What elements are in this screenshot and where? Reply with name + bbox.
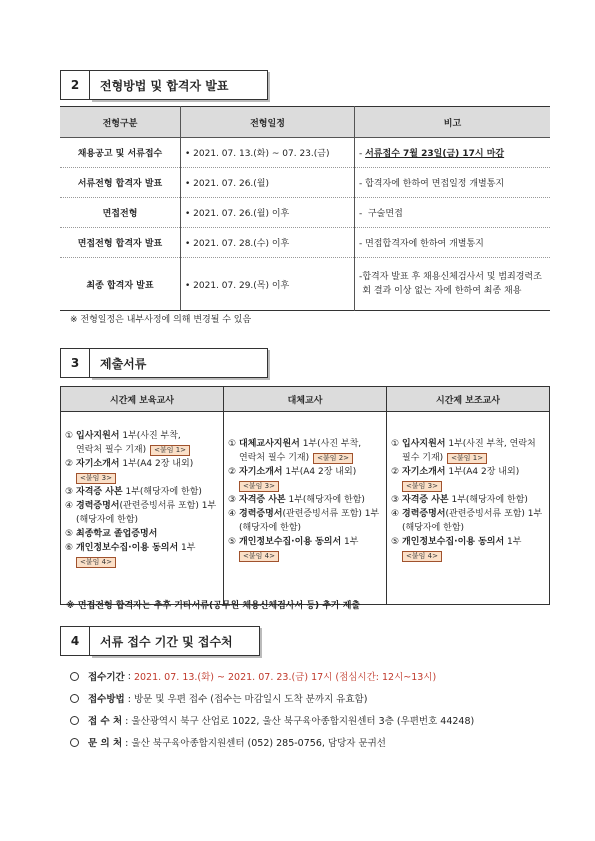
doc-item: ③ 자격증 사본 1부(해당자에 한함): [391, 495, 528, 505]
date-cell: • 2021. 07. 26.(월): [181, 168, 355, 198]
doc-item-cont: 필수 기재) <붙임 1>: [391, 452, 545, 465]
attachment-badge: <붙임 4>: [239, 551, 279, 562]
date-cell: • 2021. 07. 29.(목) 이후: [181, 258, 355, 311]
col-header: 대체교사: [224, 387, 387, 412]
circle-bullet-icon: [70, 694, 79, 703]
attachment-badge: <붙임 3>: [239, 481, 279, 492]
item-text: : 울산 북구육아종합지원센터 (052) 285-0756, 담당자 문귀선: [122, 738, 386, 749]
section-title: 서류 접수 기간 및 접수처: [90, 626, 260, 656]
section-4-header: [60, 626, 260, 656]
doc-item: ⑤ 최종학교 졸업증명서: [65, 529, 158, 539]
table-row: [61, 412, 550, 605]
doc-item: ⑥ 개인정보수집·이용 동의서 1부: [65, 543, 196, 553]
item-label: 접수방법: [88, 694, 125, 705]
section-number: 2: [60, 70, 90, 100]
doc-item: ② 자기소개서 1부(A4 2장 내외): [65, 459, 194, 469]
stage-cell: 면접전형 합격자 발표: [60, 228, 181, 258]
attachment-badge: <붙임 4>: [402, 551, 442, 562]
item-text: :: [124, 670, 134, 682]
date-cell: • 2021. 07. 13.(화) ~ 07. 23.(금): [181, 138, 355, 168]
doc-list-substitute-teacher: [224, 412, 387, 605]
attachment-badge: <붙임 2>: [313, 453, 353, 464]
documents-table: [60, 386, 550, 605]
section-number: 4: [60, 626, 90, 656]
doc-item-cont: [228, 550, 382, 563]
doc-item: ⑤ 개인정보수집·이용 동의서 1부: [228, 537, 359, 547]
schedule-footnote: ※ 전형일정은 내부사정에 의해 변경될 수 있음: [70, 315, 252, 325]
doc-item: ① 대체교사지원서 1부(사진 부착,: [228, 439, 362, 449]
date-cell: • 2021. 07. 26.(월) 이후: [181, 198, 355, 228]
note-text: 합격자에 한하여 면접일정 개별통지: [365, 179, 505, 189]
section-title: 제출서류: [90, 348, 268, 378]
attachment-badge: <붙임 3>: [76, 473, 116, 484]
col-header: 시간제 보육교사: [61, 387, 224, 412]
note-text: 구술면접: [367, 209, 403, 219]
col-header: 전형일정: [181, 107, 355, 138]
doc-item: ② 자기소개서 1부(A4 2장 내외): [228, 467, 357, 477]
doc-item: ① 입사지원서 1부(사진 부착, 연락처: [391, 439, 536, 449]
stage-cell: 면접전형: [60, 198, 181, 228]
doc-item-cont: (해당자에 한함): [76, 515, 139, 525]
circle-bullet-icon: [70, 738, 79, 747]
table-row: [60, 168, 550, 198]
doc-item: ⑤ 개인정보수집·이용 동의서 1부: [391, 537, 522, 547]
deadline-note: 서류접수 7월 23일(금) 17시 마감: [365, 149, 505, 159]
item-label: 접 수 처: [88, 716, 123, 727]
doc-item: ④ 경력증명서(관련증빙서류 포함) 1부: [391, 509, 543, 519]
documents-footnote: ※ 면접전형 합격자는 추후 기타서류(공무원 채용신체검사서 등) 추가 제출: [66, 601, 361, 611]
period-value: 2021. 07. 13.(화) ~ 2021. 07. 23.(금) 17시 (점심시간: 12시~13시): [133, 672, 437, 683]
note-cell: - 서류접수 7월 23일(금) 17시 마감: [355, 138, 551, 168]
date-cell: • 2021. 07. 28.(수) 이후: [181, 228, 355, 258]
section-2-header: [60, 70, 268, 100]
doc-item-cont: 연락처 필수 기재) <붙임 1>: [65, 444, 219, 457]
doc-item-cont: 연락처 필수 기재) <붙임 2>: [228, 452, 382, 465]
doc-item-cont: [391, 480, 545, 493]
note-cell: - 합격자 발표 후 채용신체검사서 및 범죄경력조회 결과 이상 없는 자에 한하여 최종 채용: [355, 258, 551, 311]
circle-bullet-icon: [70, 672, 79, 681]
section-number: 3: [60, 348, 90, 378]
list-item: [70, 687, 474, 709]
note-cell: - 면접합격자에 한하여 개별통지: [355, 228, 551, 258]
table-row: [60, 138, 550, 168]
stage-cell: 서류전형 합격자 발표: [60, 168, 181, 198]
col-header: 시간제 보조교사: [387, 387, 550, 412]
attachment-badge: <붙임 4>: [76, 557, 116, 568]
note-cell: - 합격자에 한하여 면접일정 개별통지: [355, 168, 551, 198]
table-header-row: [60, 107, 550, 138]
item-label: 문 의 처: [88, 738, 123, 749]
doc-item: ② 자기소개서 1부(A4 2장 내외): [391, 467, 520, 477]
doc-item-cont: [65, 556, 219, 569]
doc-list-part-time-assistant: [387, 412, 550, 605]
item-label: 접수기간: [88, 672, 125, 683]
doc-list-part-time-teacher: [61, 412, 224, 605]
table-header-row: [61, 387, 550, 412]
circle-bullet-icon: [70, 716, 79, 725]
doc-item: ① 입사지원서 1부(사진 부착,: [65, 431, 181, 441]
stage-cell: 최종 합격자 발표: [60, 258, 181, 311]
item-text: : 울산광역시 북구 산업로 1022, 울산 북구육아종합지원센터 3층 (우편번호 44248): [122, 716, 475, 727]
stage-cell: 채용공고 및 서류접수: [60, 138, 181, 168]
col-header: 전형구분: [60, 107, 181, 138]
col-header: 비고: [355, 107, 551, 138]
application-info-list: [70, 665, 474, 753]
attachment-badge: <붙임 1>: [447, 453, 487, 464]
list-item: [70, 665, 474, 687]
section-3-header: [60, 348, 268, 378]
note-cell: - 구술면접: [355, 198, 551, 228]
doc-item-cont: (해당자에 한함): [239, 523, 302, 533]
table-row: [60, 228, 550, 258]
note-text: 면접합격자에 한하여 개별통지: [365, 239, 484, 249]
doc-item: ④ 경력증명서(관련증빙서류 포함) 1부: [228, 509, 380, 519]
section-title: 전형방법 및 합격자 발표: [90, 70, 268, 100]
list-item: [70, 709, 474, 731]
note-text: 합격자 발표 후 채용신체검사서 및 범죄경력조회 결과 이상 없는 자에 한하여 최종 채용: [362, 272, 542, 296]
table-row: [60, 258, 550, 311]
doc-item-cont: (해당자에 한함): [402, 523, 465, 533]
table-row: [60, 198, 550, 228]
doc-item: ③ 자격증 사본 1부(해당자에 한함): [65, 487, 202, 497]
list-item: [70, 731, 474, 753]
doc-item-cont: [228, 480, 382, 493]
doc-item: ④ 경력증명서(관련증빙서류 포함) 1부: [65, 501, 217, 511]
schedule-table: [60, 106, 550, 311]
attachment-badge: <붙임 1>: [150, 445, 190, 456]
doc-item-cont: [65, 472, 219, 485]
doc-item-cont: [391, 550, 545, 563]
attachment-badge: <붙임 3>: [402, 481, 442, 492]
doc-item: ③ 자격증 사본 1부(해당자에 한함): [228, 495, 365, 505]
item-text: : 방문 및 우편 접수 (접수는 마감일시 도착 분까지 유효함): [124, 694, 368, 705]
